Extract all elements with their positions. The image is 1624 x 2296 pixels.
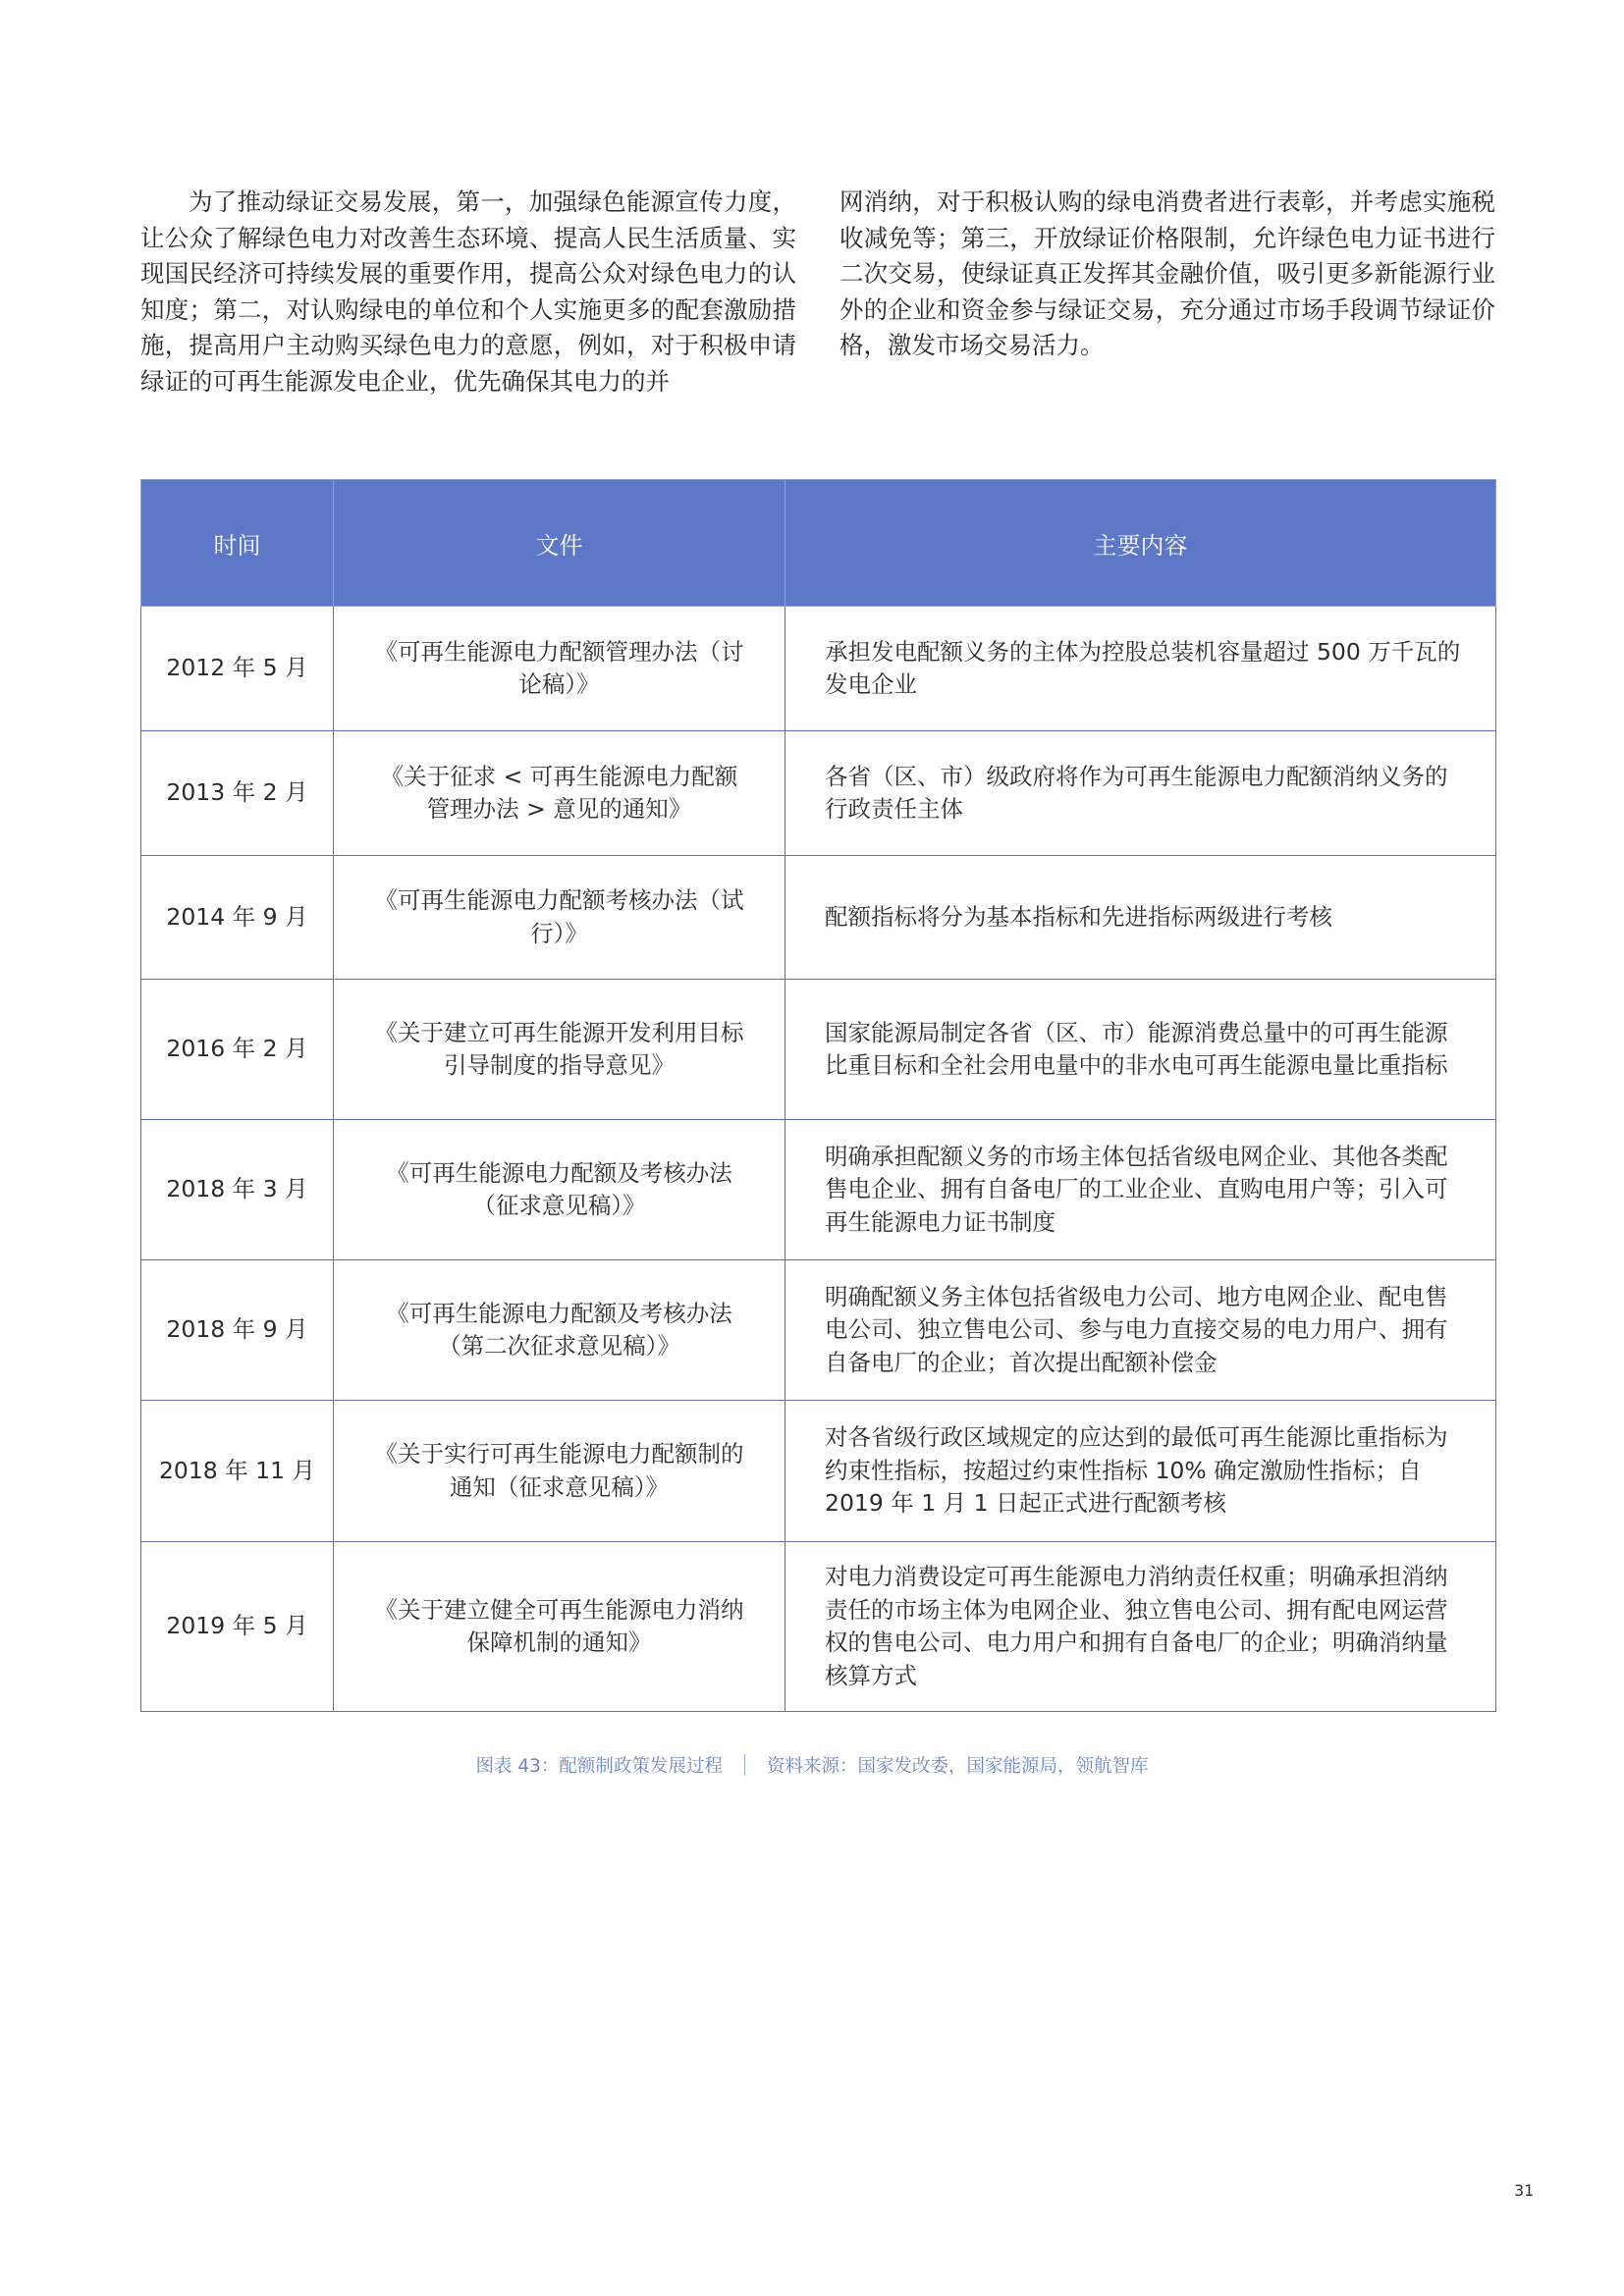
row-time: 2019 年 5 月: [141, 1542, 334, 1712]
table-row: [141, 1120, 1496, 1260]
row-time: 2018 年 9 月: [141, 1260, 334, 1401]
row-time: 2014 年 9 月: [141, 856, 334, 980]
table-row: [141, 1260, 1496, 1401]
header-doc: 文件: [334, 480, 785, 607]
row-content: 明确承担配额义务的市场主体包括省级电网企业、其他各类配售电企业、拥有自备电厂的工业企业、直购电用户等；引入可再生能源电力证书制度: [785, 1120, 1496, 1260]
table-row: [141, 607, 1496, 731]
row-doc: 《可再生能源电力配额管理办法（讨论稿）》: [334, 607, 785, 731]
row-time: 2012 年 5 月: [141, 607, 334, 731]
page-number: 31: [1514, 2181, 1535, 2200]
intro-left-column: [140, 185, 796, 400]
row-time: 2013 年 2 月: [141, 731, 334, 856]
row-time: 2018 年 3 月: [141, 1120, 334, 1260]
caption-title: 图表 43：配额制政策发展过程: [475, 1756, 723, 1777]
header-time: 时间: [141, 480, 334, 607]
row-doc: 《关于建立健全可再生能源电力消纳保障机制的通知》: [334, 1542, 785, 1712]
row-time: 2018 年 11 月: [141, 1401, 334, 1542]
row-doc: 《可再生能源电力配额及考核办法（征求意见稿）》: [334, 1120, 785, 1260]
row-content: 明确配额义务主体包括省级电力公司、地方电网企业、配电售电公司、独立售电公司、参与电力直接交易的电力用户、拥有自备电厂的企业；首次提出配额补偿金: [785, 1260, 1496, 1401]
row-content: 对各省级行政区域规定的应达到的最低可再生能源比重指标为约束性指标，按超过约束性指标 10% 确定激励性指标；自 2019 年 1 月 1 日起正式进行配额考核: [785, 1401, 1496, 1542]
row-doc: 《关于征求 < 可再生能源电力配额管理办法 > 意见的通知》: [334, 731, 785, 856]
row-doc: 《关于建立可再生能源开发利用目标引导制度的指导意见》: [334, 980, 785, 1120]
row-content: 对电力消费设定可再生能源电力消纳责任权重；明确承担消纳责任的市场主体为电网企业、独立售电公司、拥有配电网运营权的售电公司、电力用户和拥有自备电厂的企业；明确消纳量核算方式: [785, 1542, 1496, 1712]
table-header-row: [141, 480, 1496, 607]
row-content: 承担发电配额义务的主体为控股总装机容量超过 500 万千瓦的发电企业: [785, 607, 1496, 731]
table-row: [141, 856, 1496, 980]
figure-caption: [0, 1752, 1624, 1778]
row-content: 配额指标将分为基本指标和先进指标两级进行考核: [785, 856, 1496, 980]
row-doc: 《关于实行可再生能源电力配额制的通知（征求意见稿）》: [334, 1401, 785, 1542]
intro-paragraph-left: 为了推动绿证交易发展，第一，加强绿色能源宣传力度，让公众了解绿色电力对改善生态环境、提高人民生活质量、实现国民经济可持续发展的重要作用，提高公众对绿色电力的认知度；第二，对认购绿电的单位和个人实施更多的配套激励措施，提高用户主动购买绿色电力的意愿，例如，对于积极申请绿证的可再生能源发电企业，优先确保其电力的并: [140, 187, 796, 396]
intro-text: [140, 185, 1495, 400]
quota-policy-table: [140, 479, 1496, 1712]
row-content: 国家能源局制定各省（区、市）能源消费总量中的可再生能源比重目标和全社会用电量中的非水电可再生能源电量比重指标: [785, 980, 1496, 1120]
row-doc: 《可再生能源电力配额及考核办法（第二次征求意见稿）》: [334, 1260, 785, 1401]
table-row: [141, 1401, 1496, 1542]
row-doc: 《可再生能源电力配额考核办法（试行）》: [334, 856, 785, 980]
caption-source: 资料来源：国家发改委，国家能源局，领航智库: [766, 1756, 1149, 1777]
caption-divider: [744, 1754, 745, 1776]
intro-right-column: [839, 185, 1495, 400]
row-content: 各省（区、市）级政府将作为可再生能源电力配额消纳义务的行政责任主体: [785, 731, 1496, 856]
table-row: [141, 731, 1496, 856]
intro-paragraph-right: 网消纳，对于积极认购的绿电消费者进行表彰，并考虑实施税收减免等；第三，开放绿证价格限制，允许绿色电力证书进行二次交易，使绿证真正发挥其金融价值，吸引更多新能源行业外的企业和资金参与绿证交易，充分通过市场手段调节绿证价格，激发市场交易活力。: [839, 187, 1495, 359]
table-row: [141, 1542, 1496, 1712]
row-time: 2016 年 2 月: [141, 980, 334, 1120]
table-row: [141, 980, 1496, 1120]
header-content: 主要内容: [785, 480, 1496, 607]
